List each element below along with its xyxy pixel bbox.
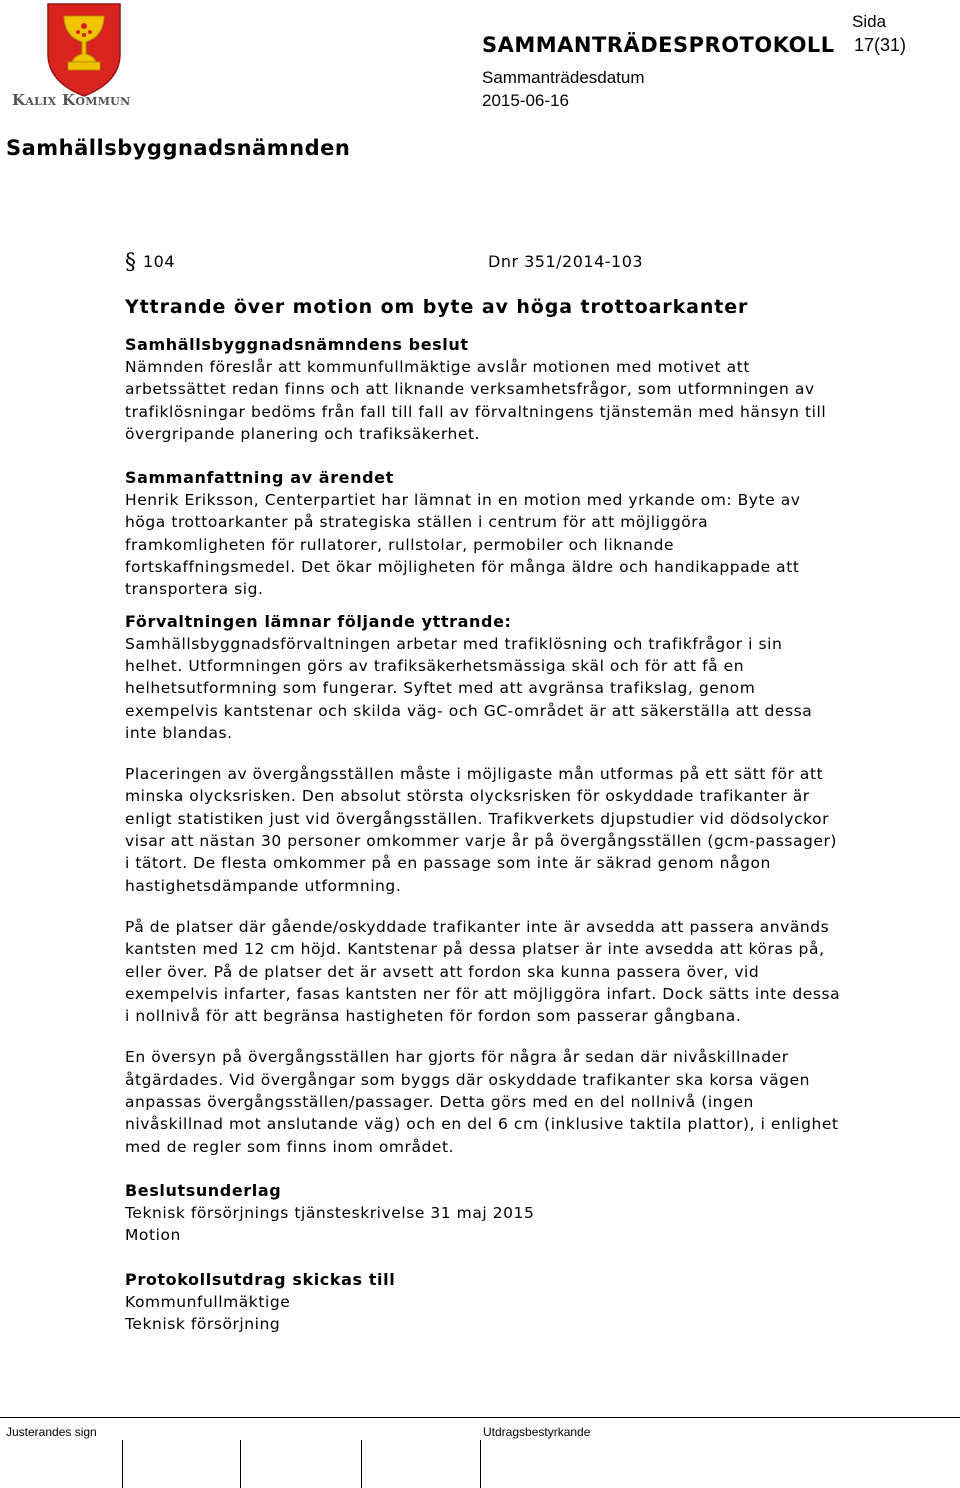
meeting-date: 2015-06-16 (482, 91, 569, 110)
page-number: 17(31) (854, 35, 907, 55)
item-title: Yttrande över motion om byte av höga trottoarkanter (125, 296, 749, 318)
document-title: SAMMANTRÄDESPROTOKOLL (482, 33, 835, 57)
diary-number: Dnr 351/2014-103 (488, 252, 644, 271)
meeting-date-label: Sammanträdesdatum (482, 68, 645, 87)
basis-heading: Beslutsunderlag (125, 1180, 282, 1200)
statement-paragraph: Samhällsbyggnadsförvaltningen arbetar med trafiklösning och trafikfrågor i sin helhet. Utformningen görs av trafiksäkerhetsmässiga skäl och för att få en helhetsutformning som fungerar. Syftet med att avgränsa trafikslag, genom exempelvis kantstenar och skilda väg- och GC-området är att säkerställa att dessa inte blandas. (125, 634, 813, 742)
basis-item: Motion (125, 1226, 181, 1245)
decision-text: Nämnden föreslår att kommunfullmäktige avslår motionen med motivet att arbetssättet redan finns och att liknande verksamhetsfrågor, som utformningen av trafiklösningar bedöms från fall till fall av förvaltningens tjänstemän med hänsyn till övergripande planering och trafiksäkerhet. (125, 358, 827, 443)
kalix-kommun-logo (6, 2, 162, 114)
signature-divider (122, 1440, 123, 1488)
signature-divider (361, 1440, 362, 1488)
distribution-heading: Protokollsutdrag skickas till (125, 1269, 396, 1289)
statement-paragraph: På de platser där gående/oskyddade trafikanter inte är avsedda att passera används kantsten med 12 cm höjd. Kantstenar på dessa platser är inte avsedda att köras på, eller över. På de platser det är avsett att fordon ska kunna passera över, vid exempelvis infarter, fasas kantsten ner för att möjliggöra infart. Dock sätts inte dessa i nollnivå för att begränsa hastigheten för fordon som passerar gångbana. (125, 917, 841, 1026)
utdragsbestyrkande-label: Utdragsbestyrkande (483, 1425, 591, 1439)
document-body (125, 294, 845, 1335)
distribution-item: Kommunfullmäktige (125, 1292, 291, 1311)
summary-heading: Sammanfattning av ärendet (125, 468, 394, 488)
distribution-item: Teknisk försörjning (125, 1314, 281, 1333)
decision-heading: Samhällsbyggnadsnämndens beslut (125, 335, 469, 354)
statement-paragraph: Placeringen av övergångsställen måste i möjligaste mån utformas på ett sätt för att minska olycksrisken. Den absolut största olycksrisken för oskyddade trafikanter är enligt statistiken just vid övergångsställen. Trafikverkets djupstudier vid dödsolyckor visar att nästan 30 personer omkommer varje år på övergångsställen (gcm-passager) i tätort. De flesta omkommer på en passage som inte är säkrad genom någon hastighetsdämpande utformning. (125, 765, 838, 895)
organization-name: Samhällsbyggnadsnämnden (6, 136, 351, 160)
signature-footer (0, 1417, 960, 1488)
page-label: Sida (852, 12, 887, 31)
signature-divider (480, 1440, 481, 1488)
item-number-value: 104 (143, 252, 176, 271)
section-symbol: § (125, 250, 136, 275)
justerandes-sign-label: Justerandes sign (6, 1425, 97, 1439)
logo-text: Kalix Kommun (12, 91, 131, 109)
basis-item: Teknisk försörjnings tjänsteskrivelse 31 maj 2015 (125, 1203, 535, 1222)
signature-divider (240, 1440, 241, 1488)
statement-paragraph: En översyn på övergångsställen har gjorts för några år sedan där nivåskillnader åtgärdades. Vid övergångar som byggs där oskyddade trafikanter ska korsa vägen anpassas övergångsställen/passager. Detta görs med en del nollnivå (ingen nivåskillnad mot anslutande väg) och en del 6 cm (inklusive taktila plattor), i enlighet med de regler som finns inom området. (125, 1048, 839, 1156)
administration-statement-heading: Förvaltningen lämnar följande yttrande: (125, 611, 512, 631)
summary-text: Henrik Eriksson, Centerpartiet har lämnat in en motion med yrkande om: Byte av höga trottoarkanter på strategiska ställen i centrum för att möjliggöra framkomligheten för rullatorer, rullstolar, permobiler och liknande fortskaffningsmedel. Det ökar möjligheten för många äldre och handikappade att transportera sig. (125, 491, 801, 599)
